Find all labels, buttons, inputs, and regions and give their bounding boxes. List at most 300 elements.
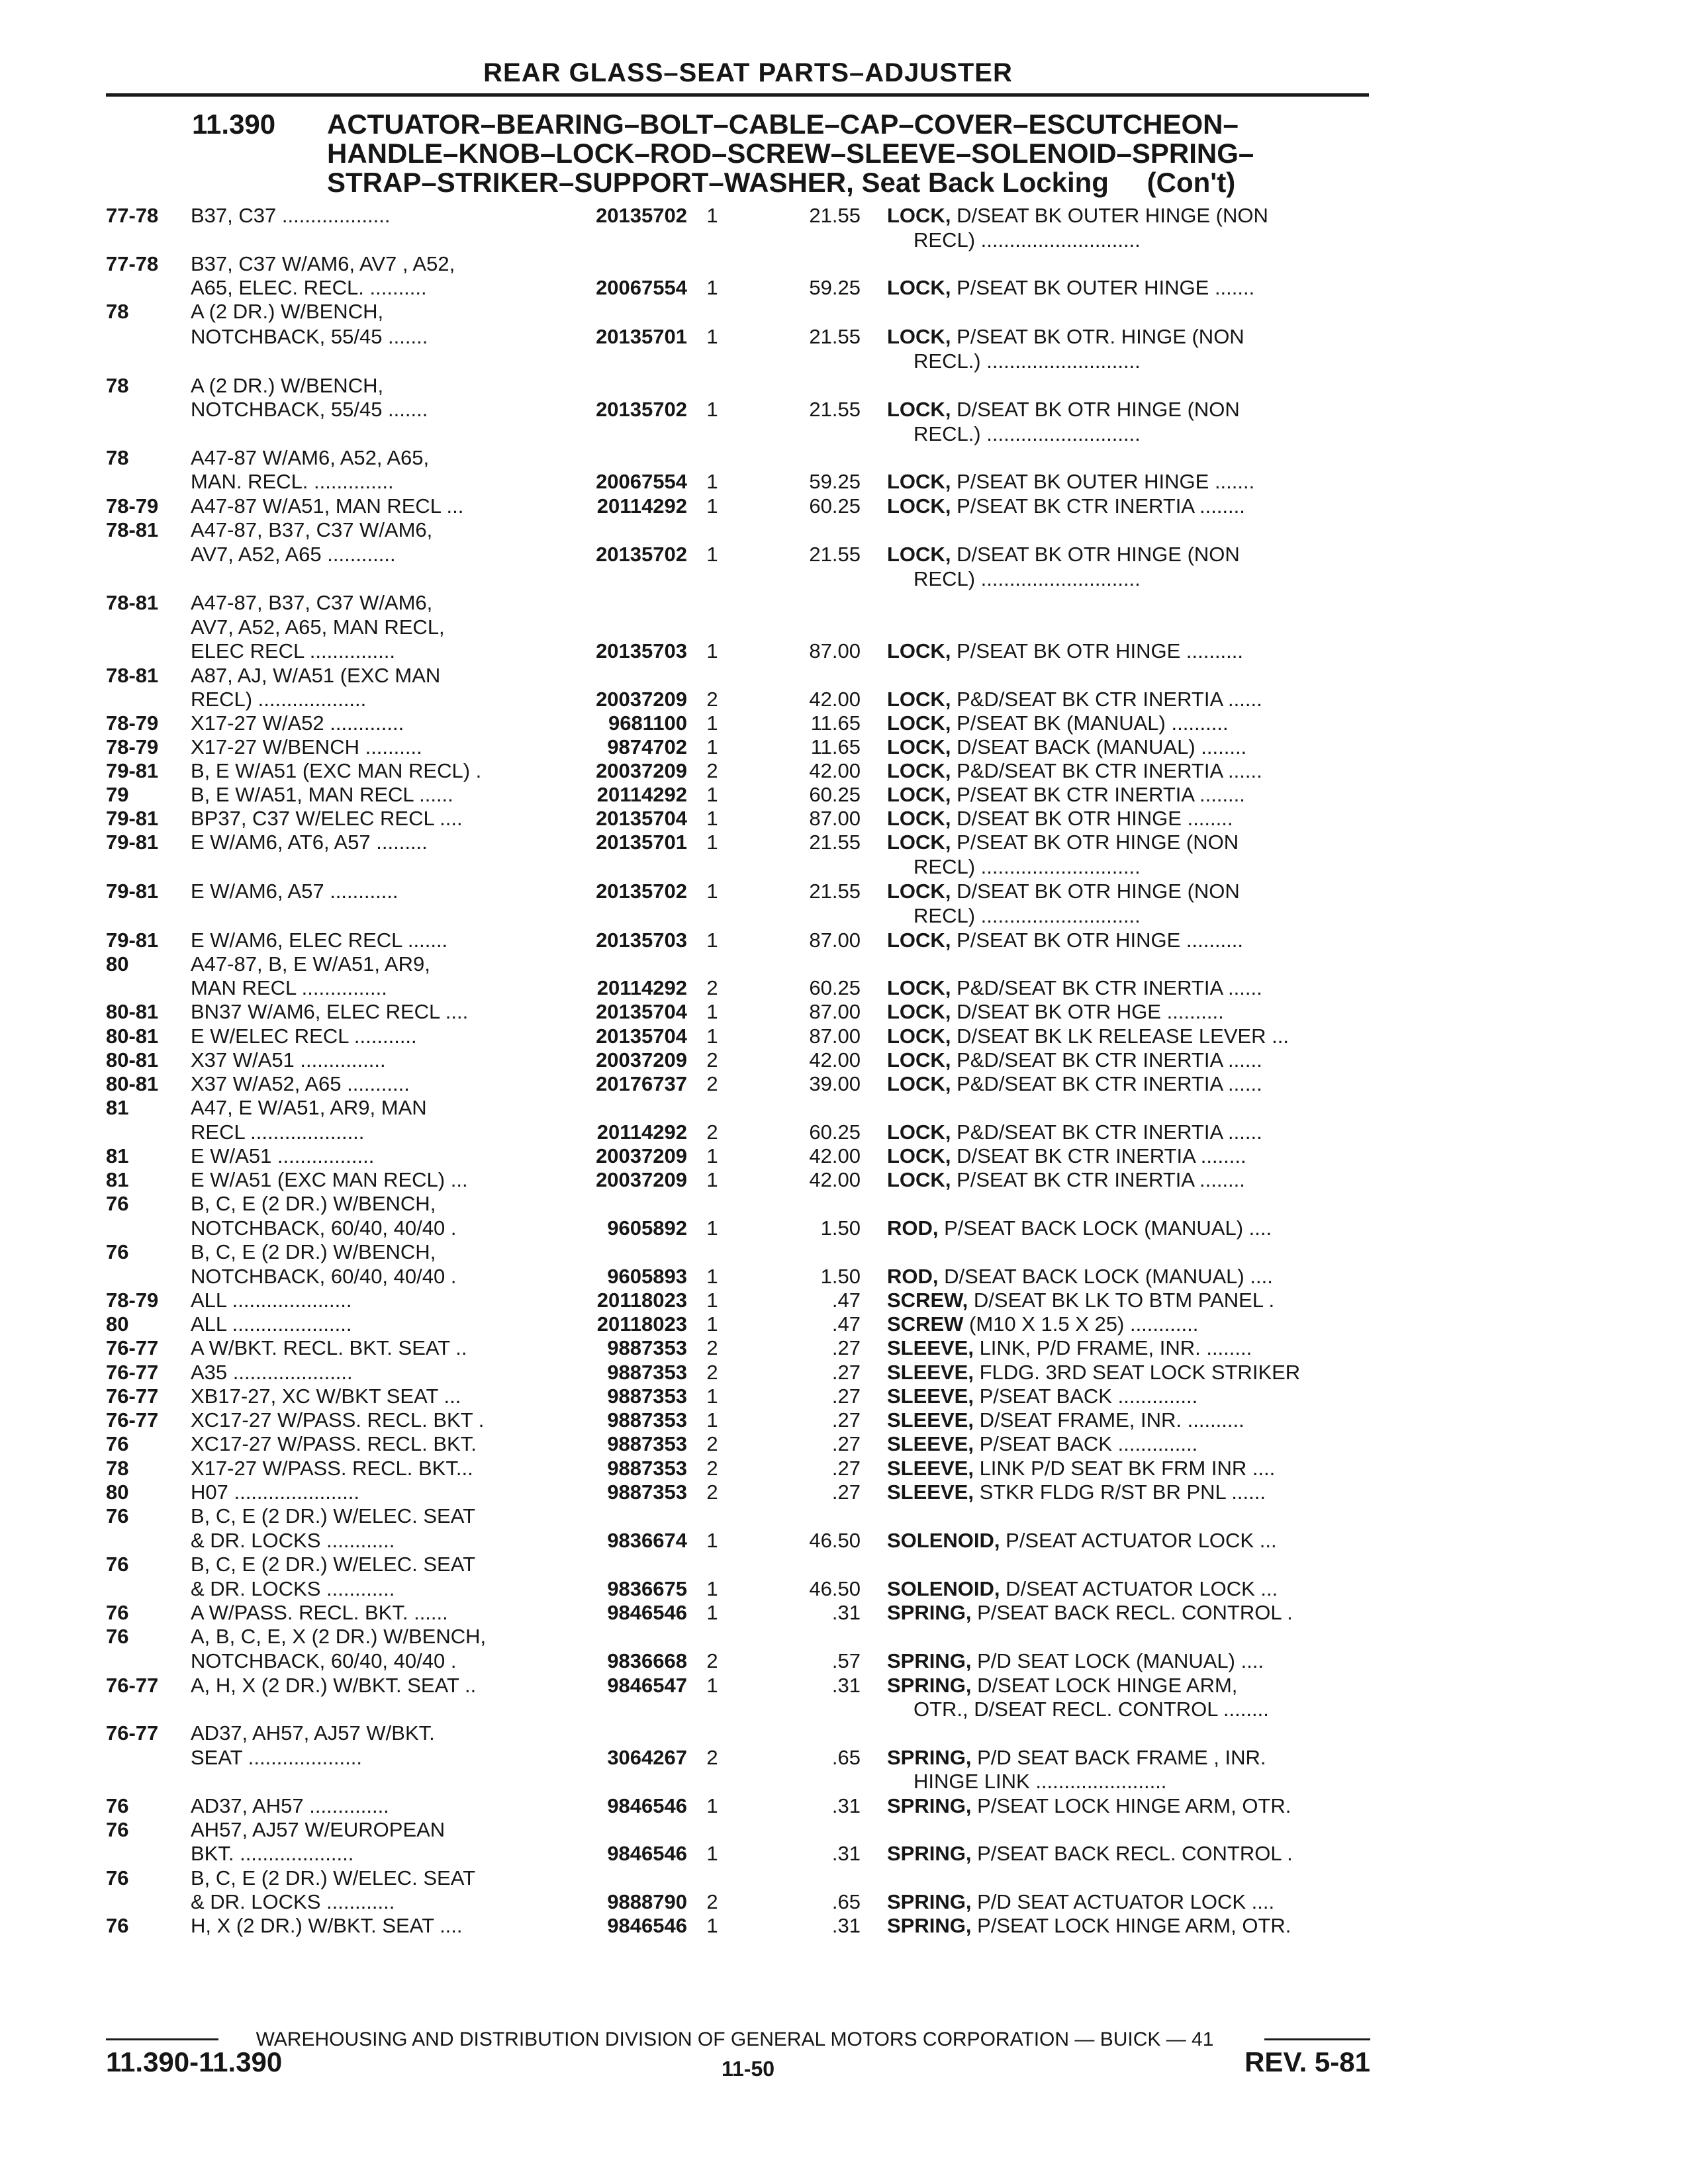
table-row [0, 1745, 1688, 1770]
continued-label: (Con't) [1147, 167, 1236, 198]
application: A (2 DR.) W/BENCH, [191, 374, 384, 397]
quantity: 1 [706, 1408, 718, 1432]
part-detail: P/SEAT LOCK HINGE ARM, OTR. [977, 1794, 1291, 1817]
footer-rule-left [106, 2038, 218, 2040]
part-name [887, 1913, 1370, 1938]
quantity: 1 [706, 1577, 718, 1600]
part-keyword: LOCK, [887, 831, 951, 854]
part-detail: P/SEAT BACK .............. [979, 1385, 1198, 1408]
part-number: 20037209 [596, 1168, 687, 1191]
part-detail: D/SEAT BK OTR HINGE (NON [957, 543, 1240, 566]
application: BN37 W/AM6, ELEC RECL .... [191, 1000, 469, 1023]
model-year: 79-81 [106, 807, 159, 830]
application: BP37, C37 W/ELEC RECL .... [191, 807, 463, 830]
part-detail: D/SEAT ACTUATOR LOCK ... [1006, 1577, 1278, 1600]
part-number: 20135704 [596, 1000, 687, 1023]
application: XC17-27 W/PASS. RECL. BKT . [191, 1408, 485, 1432]
part-detail: D/SEAT BACK (MANUAL) ........ [957, 735, 1247, 758]
table-row [0, 324, 1688, 349]
part-keyword: SPRING, [887, 1746, 972, 1769]
application: A47, E W/A51, AR9, MAN [191, 1096, 427, 1119]
footer-section-range: 11.390-11.390 [106, 2046, 283, 2077]
part-detail: P/SEAT LOCK HINGE ARM, OTR. [977, 1914, 1291, 1937]
part-name [914, 567, 1397, 591]
model-year: 76 [106, 1818, 129, 1841]
table-row [0, 373, 1688, 398]
part-name [887, 1745, 1370, 1770]
model-year: 80 [106, 952, 129, 976]
quantity: 1 [706, 711, 718, 735]
part-number: 9836674 [607, 1529, 687, 1552]
price: .65 [831, 1746, 861, 1769]
price: 21.55 [809, 831, 861, 854]
table-row [0, 663, 1688, 688]
part-number: 9887353 [607, 1457, 687, 1480]
part-keyword: LOCK, [887, 1048, 951, 1071]
price: 21.55 [809, 325, 861, 348]
part-name [887, 469, 1370, 494]
table-row [0, 854, 1688, 879]
part-keyword: SLEEVE, [887, 1432, 974, 1455]
footer-division: WAREHOUSING AND DISTRIBUTION DIVISION OF GENERAL MOTORS CORPORATION — BUICK — 41 [256, 2028, 1214, 2050]
model-year: 79-81 [106, 831, 159, 854]
model-year: 76-77 [106, 1674, 159, 1697]
table-row [0, 758, 1688, 783]
model-year: 80-81 [106, 1048, 159, 1071]
application: A65, ELEC. RECL. .......... [191, 276, 427, 299]
model-year: 76 [106, 1240, 129, 1263]
part-name [887, 1360, 1370, 1385]
quantity: 1 [706, 639, 718, 662]
quantity: 1 [706, 783, 718, 806]
application: E W/AM6, AT6, A57 ......... [191, 831, 428, 854]
table-row [0, 228, 1688, 252]
part-name [914, 903, 1397, 928]
price: 60.25 [809, 1120, 861, 1144]
application: & DR. LOCKS ............ [191, 1529, 395, 1552]
table-row [0, 639, 1688, 663]
part-detail: D/SEAT BK OTR HINGE ........ [957, 807, 1233, 830]
model-year: 78-81 [106, 518, 159, 541]
application: A87, AJ, W/A51 (EXC MAN [191, 664, 441, 687]
model-year: 80-81 [106, 1024, 159, 1048]
application: B37, C37 W/AM6, AV7 , A52, [191, 252, 455, 275]
part-keyword: SLEEVE, [887, 1408, 974, 1432]
table-row [0, 1528, 1688, 1553]
model-year: 76 [106, 1504, 129, 1527]
quantity: 1 [706, 1265, 718, 1288]
part-number: 20135702 [596, 543, 687, 566]
table-row [0, 590, 1688, 615]
part-detail: P&D/SEAT BK CTR INERTIA ...... [957, 1048, 1262, 1071]
part-detail: D/SEAT BACK LOCK (MANUAL) .... [944, 1265, 1273, 1288]
table-row [0, 1216, 1688, 1240]
part-keyword: LOCK, [887, 470, 951, 493]
model-year: 77-78 [106, 252, 159, 275]
application: A (2 DR.) W/BENCH, [191, 300, 384, 323]
application: B, C, E (2 DR.) W/BENCH, [191, 1240, 436, 1263]
price: .27 [831, 1385, 861, 1408]
part-name [887, 1024, 1370, 1048]
part-name [887, 1336, 1370, 1360]
price: 11.65 [810, 711, 861, 735]
part-detail: P/SEAT BK OUTER HINGE ....... [957, 276, 1255, 299]
part-name [887, 687, 1370, 711]
part-detail: P/SEAT BK OTR HINGE .......... [957, 929, 1244, 952]
table-row [0, 1408, 1688, 1432]
table-row [0, 1889, 1688, 1914]
application: ELEC RECL ............... [191, 639, 395, 662]
part-number: 20037209 [596, 759, 687, 782]
part-name [914, 1769, 1397, 1794]
quantity: 1 [706, 1601, 718, 1624]
quantity: 1 [706, 1144, 718, 1167]
table-row [0, 1480, 1688, 1504]
quantity: 1 [706, 276, 718, 299]
part-keyword: SPRING, [887, 1914, 972, 1937]
quantity: 2 [706, 1890, 718, 1913]
quantity: 2 [706, 1649, 718, 1672]
model-year: 76-77 [106, 1385, 159, 1408]
part-keyword: LOCK, [887, 783, 951, 806]
part-detail: D/SEAT BK OTR HINGE (NON [957, 880, 1240, 903]
part-detail: P/SEAT BK OTR HINGE (NON [957, 831, 1239, 854]
part-name [914, 854, 1397, 879]
part-name [887, 1384, 1370, 1408]
part-keyword: SPRING, [887, 1601, 972, 1624]
table-row [0, 1384, 1688, 1408]
part-name [887, 1264, 1370, 1289]
part-name [887, 806, 1370, 831]
application: AH57, AJ57 W/EUROPEAN [191, 1818, 445, 1841]
table-row [0, 518, 1688, 542]
model-year: 76-77 [106, 1408, 159, 1432]
table-row [0, 445, 1688, 470]
part-number: 9888790 [607, 1890, 687, 1913]
table-row [0, 903, 1688, 928]
table-row [0, 1866, 1688, 1890]
price: 87.00 [809, 639, 861, 662]
application: RECL .................... [191, 1120, 365, 1144]
part-detail: RECL) ............................ [914, 228, 1141, 251]
quantity: 1 [706, 543, 718, 566]
part-detail: RECL.) ........................... [914, 349, 1141, 373]
price: 11.65 [810, 735, 861, 758]
price: 46.50 [809, 1529, 861, 1552]
part-number: 20135703 [596, 639, 687, 662]
part-number: 20135702 [596, 880, 687, 903]
part-detail: RECL) ............................ [914, 567, 1141, 590]
table-row [0, 830, 1688, 854]
quantity: 2 [706, 1120, 718, 1144]
table-row [0, 1264, 1688, 1289]
part-keyword: SLEEVE, [887, 1336, 974, 1359]
part-detail: P&D/SEAT BK CTR INERTIA ...... [957, 1120, 1262, 1144]
application: E W/ELEC RECL ........... [191, 1024, 417, 1048]
quantity: 1 [706, 494, 718, 518]
part-name [887, 1432, 1370, 1456]
page-title: REAR GLASS–SEAT PARTS–ADJUSTER [483, 58, 1013, 87]
table-row [0, 1071, 1688, 1096]
table-row [0, 1024, 1688, 1048]
part-name [887, 758, 1370, 783]
table-row [0, 1432, 1688, 1456]
quantity: 2 [706, 1480, 718, 1504]
model-year: 79-81 [106, 880, 159, 903]
part-name [887, 639, 1370, 663]
table-row [0, 1288, 1688, 1312]
part-number: 9887353 [607, 1385, 687, 1408]
price: .31 [831, 1794, 861, 1817]
part-keyword: LOCK, [887, 1000, 951, 1023]
part-detail: P/D SEAT LOCK (MANUAL) .... [977, 1649, 1264, 1672]
application: BKT. .................... [191, 1842, 354, 1865]
price: 42.00 [809, 688, 861, 711]
part-number: 20114292 [596, 494, 687, 518]
price: 42.00 [809, 1144, 861, 1167]
part-detail: P/SEAT BK (MANUAL) .......... [957, 711, 1229, 735]
footer-revision: REV. 5-81 [1244, 2046, 1370, 2077]
quantity: 2 [706, 1048, 718, 1071]
model-year: 81 [106, 1144, 129, 1167]
price: 60.25 [809, 783, 861, 806]
table-row [0, 1144, 1688, 1168]
application: A35 ..................... [191, 1361, 353, 1384]
quantity: 2 [706, 759, 718, 782]
part-keyword: SLEEVE, [887, 1361, 974, 1384]
part-detail: P/SEAT BK OTR. HINGE (NON [957, 325, 1244, 348]
part-name [887, 1048, 1370, 1072]
application: B, C, E (2 DR.) W/ELEC. SEAT [191, 1553, 476, 1576]
table-row [0, 1841, 1688, 1866]
part-detail: P/SEAT BK CTR INERTIA ........ [957, 783, 1245, 806]
model-year: 78-81 [106, 664, 159, 687]
part-detail: LINK P/D SEAT BK FRM INR .... [979, 1457, 1276, 1480]
part-number: 20114292 [596, 976, 687, 999]
model-year: 79-81 [106, 759, 159, 782]
table-row [0, 349, 1688, 373]
application: XC17-27 W/PASS. RECL. BKT. [191, 1432, 477, 1455]
part-keyword: SPRING, [887, 1649, 972, 1672]
table-row [0, 999, 1688, 1024]
table-row [0, 1048, 1688, 1072]
part-name [887, 1889, 1370, 1914]
application: AV7, A52, A65, MAN RECL, [191, 615, 445, 639]
part-keyword: LOCK, [887, 494, 951, 518]
application: H07 ...................... [191, 1480, 359, 1504]
model-year: 76 [106, 1192, 129, 1215]
application: X17-27 W/A52 ............. [191, 711, 404, 735]
table-row [0, 299, 1688, 324]
section-subject: Seat Back Locking [861, 167, 1109, 198]
part-number: 20114292 [596, 783, 687, 806]
table-row [0, 976, 1688, 1000]
application: A, H, X (2 DR.) W/BKT. SEAT .. [191, 1674, 477, 1697]
part-name [887, 1480, 1370, 1504]
quantity: 1 [706, 1216, 718, 1240]
price: .65 [831, 1890, 861, 1913]
part-number: 20135703 [596, 929, 687, 952]
part-detail: P/SEAT BACK RECL. CONTROL . [977, 1601, 1293, 1624]
price: 87.00 [809, 1000, 861, 1023]
application: B, C, E (2 DR.) W/ELEC. SEAT [191, 1866, 476, 1889]
model-year: 81 [106, 1168, 129, 1191]
table-row [0, 1095, 1688, 1120]
table-row [0, 1120, 1688, 1144]
part-keyword: LOCK, [887, 929, 951, 952]
part-keyword: SLEEVE, [887, 1480, 974, 1504]
price: .31 [831, 1674, 861, 1697]
table-row [0, 422, 1688, 446]
table-row [0, 1673, 1688, 1698]
part-number: 9887353 [607, 1408, 687, 1432]
application: E W/A51 (EXC MAN RECL) ... [191, 1168, 468, 1191]
table-row [0, 928, 1688, 952]
model-year: 80 [106, 1480, 129, 1504]
part-detail: P/SEAT BACK LOCK (MANUAL) .... [944, 1216, 1272, 1240]
application: A47-87, B, E W/A51, AR9, [191, 952, 430, 976]
table-row [0, 806, 1688, 831]
price: .27 [831, 1361, 861, 1384]
quantity: 1 [706, 1529, 718, 1552]
application: NOTCHBACK, 60/40, 40/40 . [191, 1265, 457, 1288]
part-name [887, 542, 1370, 567]
table-row [0, 203, 1688, 228]
price: 87.00 [809, 807, 861, 830]
price: 60.25 [809, 494, 861, 518]
part-number: 9887353 [607, 1361, 687, 1384]
part-number: 9887353 [607, 1432, 687, 1455]
part-keyword: SPRING, [887, 1674, 972, 1697]
quantity: 1 [706, 1914, 718, 1937]
part-number: 9846546 [607, 1794, 687, 1817]
part-number: 9836668 [607, 1649, 687, 1672]
part-name [887, 1312, 1370, 1336]
table-row [0, 1312, 1688, 1336]
part-name [887, 1794, 1370, 1818]
price: 59.25 [809, 276, 861, 299]
part-number: 20114292 [596, 1120, 687, 1144]
application: E W/AM6, ELEC RECL ....... [191, 929, 448, 952]
part-detail: P/SEAT BACK .............. [979, 1432, 1198, 1455]
model-year: 80-81 [106, 1000, 159, 1023]
quantity: 1 [706, 1024, 718, 1048]
part-detail: P/D SEAT ACTUATOR LOCK .... [977, 1890, 1275, 1913]
part-keyword: SPRING, [887, 1842, 972, 1865]
quantity: 1 [706, 929, 718, 952]
part-keyword: SCREW, [887, 1289, 968, 1312]
part-number: 3064267 [607, 1746, 687, 1769]
model-year: 78-79 [106, 494, 159, 518]
price: .27 [831, 1457, 861, 1480]
model-year: 78-79 [106, 735, 159, 758]
part-name [887, 324, 1370, 349]
model-year: 78 [106, 1457, 129, 1480]
part-name [887, 1144, 1370, 1168]
application: A47-87 W/A51, MAN RECL ... [191, 494, 464, 518]
model-year: 78-81 [106, 591, 159, 614]
part-detail: D/SEAT BK CTR INERTIA ........ [957, 1144, 1246, 1167]
part-number: 20176737 [596, 1072, 687, 1095]
part-keyword: SOLENOID, [887, 1529, 1000, 1552]
part-keyword: LOCK, [887, 543, 951, 566]
part-detail: RECL.) ........................... [914, 422, 1141, 445]
price: 21.55 [809, 880, 861, 903]
part-keyword: LOCK, [887, 204, 951, 227]
price: 46.50 [809, 1577, 861, 1600]
part-detail: D/SEAT BK OUTER HINGE (NON [957, 204, 1268, 227]
quantity: 1 [706, 1385, 718, 1408]
part-detail: RECL) ............................ [914, 904, 1141, 927]
part-detail: RECL) ............................ [914, 855, 1141, 878]
part-detail: P&D/SEAT BK CTR INERTIA ...... [957, 688, 1262, 711]
model-year: 78 [106, 300, 129, 323]
application: NOTCHBACK, 60/40, 40/40 . [191, 1649, 457, 1672]
part-name [887, 1120, 1370, 1144]
part-name [887, 1528, 1370, 1553]
part-name [914, 1697, 1397, 1721]
part-detail: D/SEAT LOCK HINGE ARM, [977, 1674, 1238, 1697]
part-number: 9887353 [607, 1480, 687, 1504]
part-detail: (M10 X 1.5 X 25) ............ [969, 1312, 1199, 1336]
part-name [887, 1408, 1370, 1432]
quantity: 1 [706, 807, 718, 830]
part-keyword: LOCK, [887, 639, 951, 662]
price: 87.00 [809, 1024, 861, 1048]
part-detail: P&D/SEAT BK CTR INERTIA ...... [957, 759, 1262, 782]
part-keyword: SPRING, [887, 1890, 972, 1913]
part-keyword: SLEEVE, [887, 1385, 974, 1408]
part-number: 20135704 [596, 1024, 687, 1048]
quantity: 2 [706, 1072, 718, 1095]
part-name [887, 1649, 1370, 1673]
price: 42.00 [809, 1048, 861, 1071]
model-year: 78 [106, 446, 129, 469]
application: H, X (2 DR.) W/BKT. SEAT .... [191, 1914, 463, 1937]
table-row [0, 952, 1688, 976]
application: X37 W/A52, A65 ........... [191, 1072, 410, 1095]
part-number: 9846547 [607, 1674, 687, 1697]
table-row [0, 687, 1688, 711]
table-row [0, 1697, 1688, 1721]
part-detail: D/SEAT BK LK TO BTM PANEL . [973, 1289, 1275, 1312]
model-year: 78 [106, 374, 129, 397]
part-number: 9836675 [607, 1577, 687, 1600]
part-number: 20135701 [596, 831, 687, 854]
footer-page-number: 11-50 [721, 2057, 775, 2081]
price: .27 [831, 1432, 861, 1455]
part-name [914, 228, 1397, 252]
quantity: 1 [706, 1168, 718, 1191]
part-name [887, 203, 1370, 228]
application: E W/A51 ................. [191, 1144, 375, 1167]
application: ALL ..................... [191, 1289, 352, 1312]
part-name [887, 1071, 1370, 1096]
part-keyword: LOCK, [887, 976, 951, 999]
part-name [887, 1673, 1370, 1698]
application: X17-27 W/BENCH .......... [191, 735, 422, 758]
application: B, C, E (2 DR.) W/BENCH, [191, 1192, 436, 1215]
model-year: 76 [106, 1866, 129, 1889]
quantity: 2 [706, 1457, 718, 1480]
part-number: 9846546 [607, 1842, 687, 1865]
table-row [0, 1336, 1688, 1360]
part-name [887, 397, 1370, 422]
application: E W/AM6, A57 ............ [191, 880, 399, 903]
part-keyword: LOCK, [887, 735, 951, 758]
quantity: 2 [706, 1361, 718, 1384]
model-year: 76 [106, 1625, 129, 1648]
